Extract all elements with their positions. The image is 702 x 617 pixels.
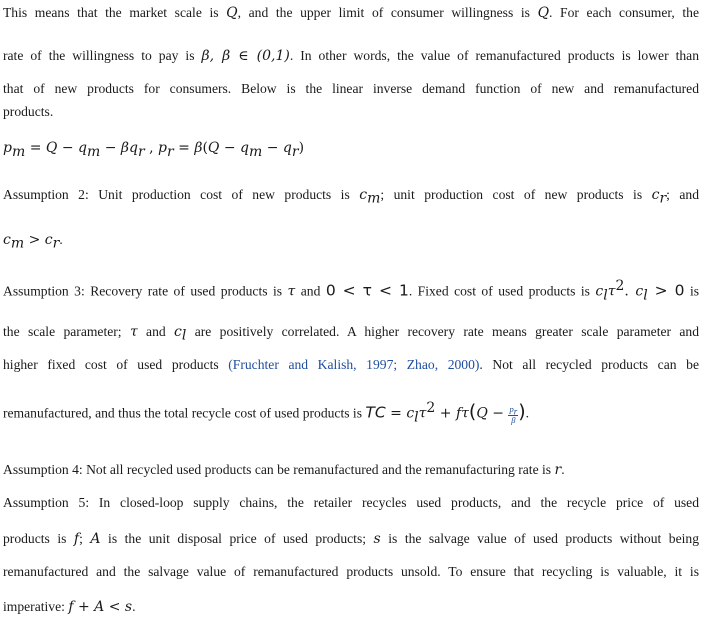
assumption-5-line: Assumption 5: In closed-loop supply chains, the retailer recycles used products, and the recycle price of used <box>3 495 699 510</box>
citation-link[interactable]: (Fruchter and Kalish, 1997; Zhao, 2000) <box>228 357 480 372</box>
assumption-3-line-3: higher fixed cost of used products (Fruchter and Kalish, 1997; Zhao, 2000). Not all recycled products can be <box>3 357 699 372</box>
paragraph-line-2: rate of the willingness to pay is β, β ∈ (0,1). In other words, the value of remanufactured products is lower than <box>3 48 699 64</box>
paragraph-line-3: that of new products for consumers. Below is the linear inverse demand function of new and remanufactured <box>3 81 699 96</box>
recycling-condition-line: imperative: f + A < s. <box>3 599 136 615</box>
demand-function-equation: $p_m = Q - q_m - \beta q_r$ , $p_r = \beta(Q - q_m - q_r)$ <box>3 140 305 160</box>
paragraph-line-1: This means that the market scale is Q, and the upper limit of consumer willingness is Q. For each consumer, the <box>3 5 699 21</box>
assumption-2-line: Assumption 2: Unit production cost of new products is $c_m$; unit production cost of new products is $c_r$; and <box>3 187 700 207</box>
assumption-4-line: Assumption 4: Not all recycled used products can be remanufactured and the remanufacturing rate is r. <box>3 462 565 478</box>
assumption-3-line: Assumption 3: Recovery rate of used products is τ and 0 < τ < 1. Fixed cost of used products is $c_l\tau^2$. $c_l > 0$ is <box>3 278 700 304</box>
assumption-3-line-2: the scale parameter; τ and $c_l$ are positively correlated. A higher recovery rate means greater scale parameter and <box>3 324 700 344</box>
assumption-5-line-3: remanufactured and the salvage value of remanufactured products unsold. To ensure that recycling is valuable, it is <box>3 564 699 579</box>
total-recycle-cost-line: remanufactured, and thus the total recycle cost of used products is TC = $c_l\tau^2 + f\tau(Q$ − $\frac{p_r}{\beta}$ ). <box>3 400 530 426</box>
assumption-5-line-2: products is f; A is the unit disposal price of used products; s is the salvage value of used products without being <box>3 531 699 547</box>
beta-range-math: β, β ∈ (0,1) <box>201 48 290 64</box>
assumption-2-inequality: $c_m > c_r$. <box>3 232 63 252</box>
paragraph-line-4: products. <box>3 104 54 119</box>
